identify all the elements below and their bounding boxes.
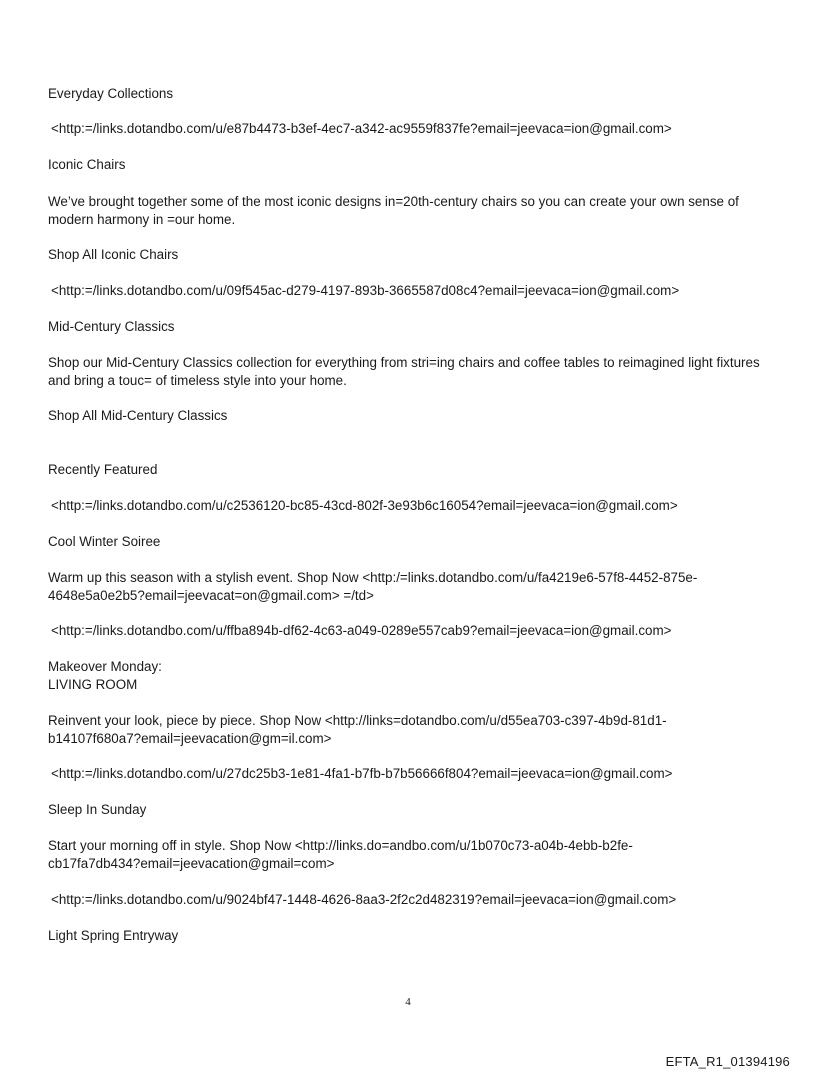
paragraph-line: 4648e5a0e2b5?email=jeevacat=on@gmail.com> =/td> <box>48 588 374 603</box>
paragraph-line: cb17fa7db434?email=jeevacation@gmail=com> <box>48 856 335 871</box>
paragraph-line: We’ve brought together some of the most iconic designs in=20th-century chairs so you can create your own sense of <box>48 194 739 209</box>
section-heading-sleep-in-sunday: Sleep In Sunday <box>48 802 147 817</box>
link-url[interactable]: <http:=/links.dotandbo.com/u/c2536120-bc85-43cd-802f-3e93b6c16054?email=jeevaca=ion@gmail.com> <box>51 498 678 513</box>
paragraph-line: and bring a touc= of timeless style into your home. <box>48 373 347 388</box>
section-heading-cool-winter-soiree: Cool Winter Soiree <box>48 534 161 549</box>
paragraph-line: Warm up this season with a stylish event. Shop Now <http:/=links.dotandbo.com/u/fa4219e6-57f8-4452-875e- <box>48 570 698 585</box>
document-id: EFTA_R1_01394196 <box>665 1054 790 1069</box>
paragraph-line: Reinvent your look, piece by piece. Shop Now <http://links=dotandbo.com/u/d55ea703-c397-4b9d-81d1- <box>48 713 667 728</box>
link-url[interactable]: <http:=/links.dotandbo.com/u/09f545ac-d279-4197-893b-3665587d08c4?email=jeevaca=ion@gmail.com> <box>51 283 680 298</box>
link-url[interactable]: <http:=/links.dotandbo.com/u/e87b4473-b3ef-4ec7-a342-ac9559f837fe?email=jeevaca=ion@gmail.com> <box>51 121 672 136</box>
page-number: 4 <box>405 996 411 1008</box>
link-url[interactable]: <http:=/links.dotandbo.com/u/9024bf47-1448-4626-8aa3-2f2c2d482319?email=jeevaca=ion@gmail.com> <box>51 892 677 907</box>
link-url[interactable]: <http:=/links.dotandbo.com/u/ffba894b-df62-4c63-a049-0289e557cab9?email=jeevaca=ion@gmail.com> <box>51 623 672 638</box>
shop-link-label[interactable]: Shop All Mid-Century Classics <box>48 408 228 423</box>
shop-link-label[interactable]: Shop All Iconic Chairs <box>48 247 179 262</box>
section-heading-mid-century-classics: Mid-Century Classics <box>48 319 175 334</box>
paragraph-line: modern harmony in =our home. <box>48 212 236 227</box>
paragraph-line: Start your morning off in style. Shop Now <http://links.do=andbo.com/u/1b070c73-a04b-4ebb-b2fe- <box>48 838 633 853</box>
section-heading-iconic-chairs: Iconic Chairs <box>48 157 126 172</box>
section-heading-recently-featured: Recently Featured <box>48 462 158 477</box>
paragraph-line: Shop our Mid-Century Classics collection for everything from stri=ing chairs and coffee tables to reimagined light fixtures <box>48 355 760 370</box>
section-subheading-living-room: LIVING ROOM <box>48 677 138 692</box>
paragraph-line: b14107f680a7?email=jeevacation@gm=il.com> <box>48 731 332 746</box>
link-url[interactable]: <http:=/links.dotandbo.com/u/27dc25b3-1e81-4fa1-b7fb-b7b56666f804?email=jeevaca=ion@gmail.com> <box>51 766 673 781</box>
section-heading-makeover-monday: Makeover Monday: <box>48 659 162 674</box>
section-heading-light-spring-entryway: Light Spring Entryway <box>48 928 179 943</box>
section-heading-everyday-collections: Everyday Collections <box>48 86 174 101</box>
